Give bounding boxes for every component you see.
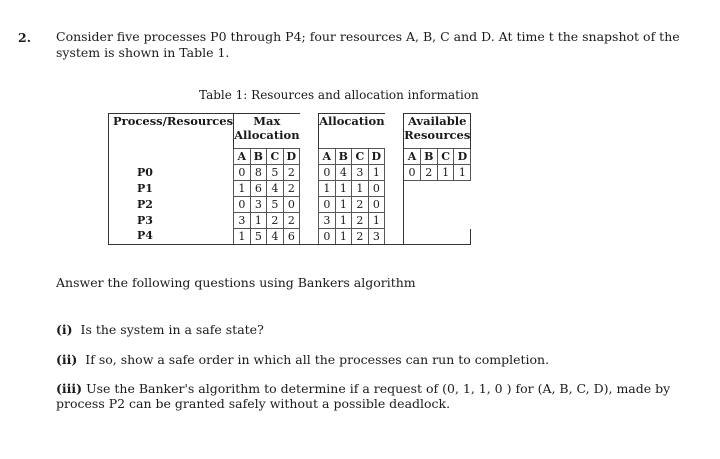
avail-cell: 2	[420, 165, 437, 181]
question-item-2	[56, 352, 549, 367]
alloc-cell: 3	[352, 165, 369, 181]
alloc-cell: 3	[368, 229, 385, 245]
alloc-cell: 0	[319, 197, 336, 213]
max-cell: 8	[250, 165, 267, 181]
header-process: Process/Resources	[109, 114, 234, 165]
avail-cell: 1	[437, 165, 454, 181]
alloc-cell: 1	[335, 213, 352, 229]
item-label: (i)	[56, 322, 73, 337]
alloc-cell: 4	[335, 165, 352, 181]
max-cell: 6	[250, 181, 267, 197]
avail-col-c: C	[437, 149, 454, 165]
item-text: If so, show a safe order in which all the processes can run to completion.	[85, 352, 550, 367]
alloc-cell: 0	[319, 229, 336, 245]
max-cell: 5	[250, 229, 267, 245]
question-item-1	[56, 322, 264, 337]
alloc-cell: 0	[368, 197, 385, 213]
alloc-cell: 1	[368, 213, 385, 229]
process-name: P0	[109, 165, 234, 181]
alloc-cell: 1	[335, 229, 352, 245]
alloc-col-b: B	[335, 149, 352, 165]
alloc-col-d: D	[368, 149, 385, 165]
alloc-cell: 3	[319, 213, 336, 229]
avail-cell: 0	[404, 165, 421, 181]
alloc-cell: 2	[352, 213, 369, 229]
process-name: P2	[109, 197, 234, 213]
item-text: Use the Banker's algorithm to determine if a request of (0, 1, 1, 0 ) for (A, B, C, D), made by process P2 can be granted safely without a possible deadlock.	[56, 381, 671, 411]
alloc-cell: 0	[368, 181, 385, 197]
max-col-a: A	[234, 149, 251, 165]
alloc-cell: 1	[335, 197, 352, 213]
max-cell: 5	[267, 165, 284, 181]
max-cell: 1	[250, 213, 267, 229]
max-cell: 0	[283, 197, 300, 213]
process-name: P1	[109, 181, 234, 197]
max-col-b: B	[250, 149, 267, 165]
max-cell: 1	[234, 229, 251, 245]
avail-cell: 1	[454, 165, 471, 181]
max-cell: 0	[234, 165, 251, 181]
max-cell: 0	[234, 197, 251, 213]
alloc-cell: 0	[319, 165, 336, 181]
header-max-allocation: Max Allocation	[234, 114, 300, 149]
question-text: Consider five processes P0 through P4; four resources A, B, C and D. At time t the snapshot of the system is shown in Table 1.	[56, 29, 680, 60]
max-col-d: D	[283, 149, 300, 165]
process-name: P3	[109, 213, 234, 229]
max-cell: 3	[250, 197, 267, 213]
alloc-cell: 2	[352, 197, 369, 213]
max-cell: 4	[267, 229, 284, 245]
avail-col-d: D	[454, 149, 471, 165]
max-cell: 1	[234, 181, 251, 197]
max-col-c: C	[267, 149, 284, 165]
max-cell: 3	[234, 213, 251, 229]
max-cell: 2	[283, 165, 300, 181]
question-number: 2.	[18, 30, 32, 45]
alloc-cell: 2	[352, 229, 369, 245]
instruction-text: Answer the following questions using Bankers algorithm	[56, 275, 416, 290]
item-text: Is the system in a safe state?	[80, 322, 264, 337]
avail-col-a: A	[404, 149, 421, 165]
alloc-cell: 1	[335, 181, 352, 197]
table-row	[109, 213, 471, 229]
max-cell: 2	[283, 213, 300, 229]
max-cell: 6	[283, 229, 300, 245]
header-available: Available Resources	[404, 114, 471, 149]
avail-col-b: B	[420, 149, 437, 165]
alloc-cell: 1	[352, 181, 369, 197]
alloc-cell: 1	[319, 181, 336, 197]
max-cell: 5	[267, 197, 284, 213]
alloc-cell: 1	[368, 165, 385, 181]
item-label: (ii)	[56, 352, 78, 367]
alloc-col-c: C	[352, 149, 369, 165]
table-caption: Table 1: Resources and allocation information	[199, 88, 479, 102]
table-row	[109, 165, 471, 181]
header-allocation: Allocation	[319, 114, 385, 149]
max-cell: 2	[283, 181, 300, 197]
resource-table	[108, 113, 471, 245]
max-cell: 4	[267, 181, 284, 197]
process-name: P4	[109, 229, 234, 245]
table-row	[109, 197, 471, 213]
max-cell: 2	[267, 213, 284, 229]
table-row	[109, 229, 471, 245]
alloc-col-a: A	[319, 149, 336, 165]
table-row	[109, 181, 471, 197]
item-label: (iii)	[56, 381, 83, 396]
question-item-3	[56, 381, 686, 411]
